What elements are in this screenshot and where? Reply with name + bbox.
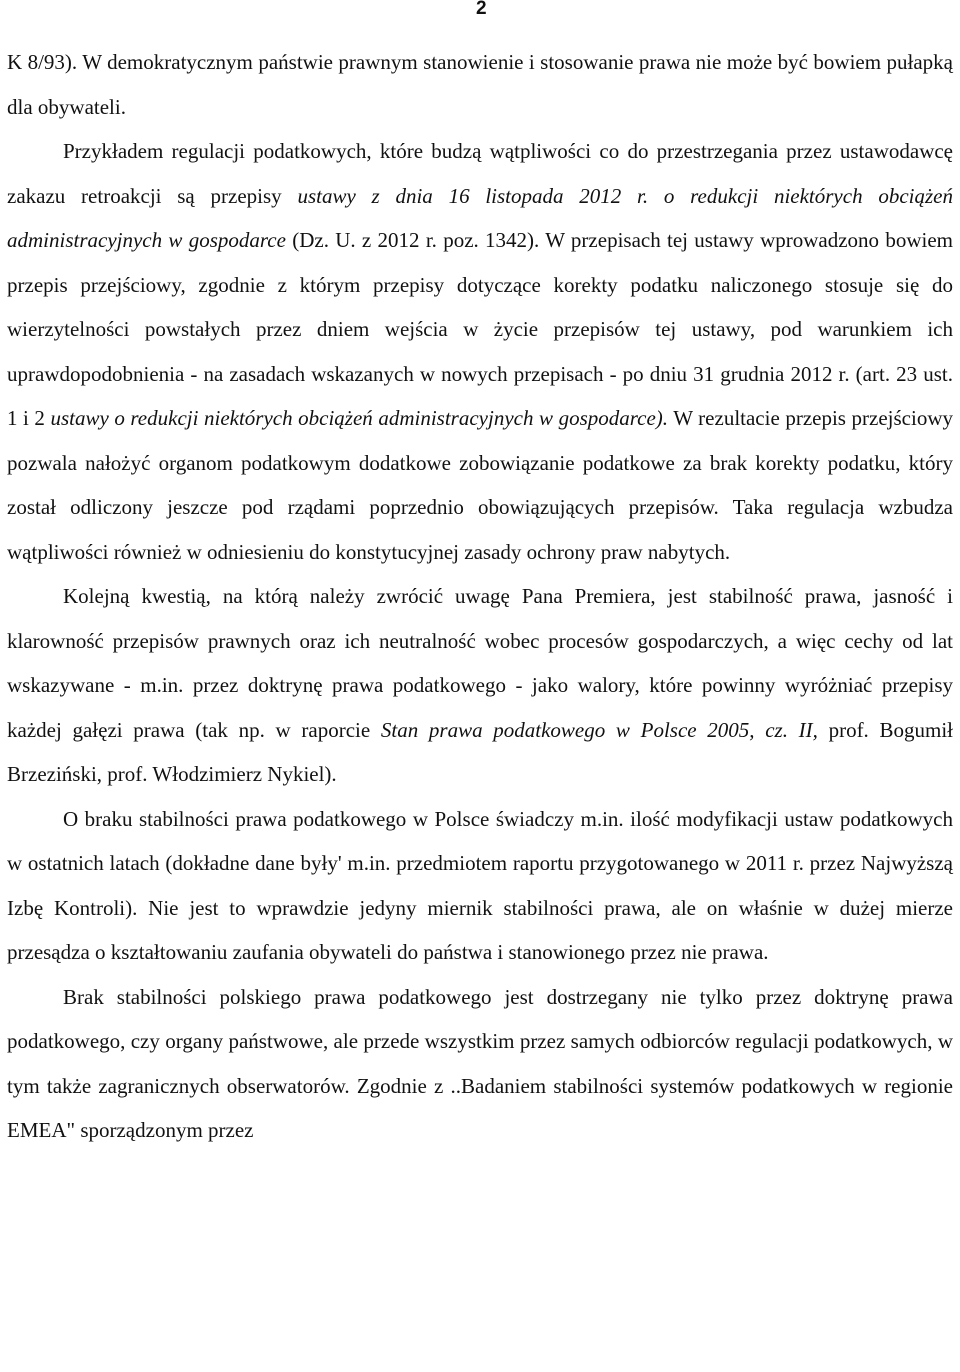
text-segment: Przykładem regulacji podatkowych, które budzą wątpliwości co do przestrzegania przez ustawodawcę zakazu retroakcji są przepisy	[7, 139, 953, 208]
paragraph-4	[7, 797, 953, 975]
act-title: ustawy z dnia 16 listopada 2012 r. o redukcji niektórych obciążeń administracyjnych w gospodarce	[7, 183, 953, 252]
text-segment: (Dz. U. z 2012 r. poz. 1342). W przepisach tej ustawy wprowadzono bowiem przepis przejściowy, zgodnie z którym przepisy dotyczące korekty podatku naliczonego stosuje się do wierzytelności powstałych przez dniem wejścia w życie przepisów tej ustawy, pod warunkiem ich uprawdopodobnienia - na zasadach wskazanych w nowych przepisach - po dniu 31 grudnia 2012 r. (art. 23 ust. 1 i 2	[7, 228, 953, 430]
document-body	[7, 40, 953, 1153]
act-title-short: ustawy o redukcji niektórych obciążeń administracyjnych w gospodarce).	[50, 406, 669, 430]
page-number: 2	[476, 0, 487, 19]
text-segment: prof. Bogumił Brzeziński, prof. Włodzimierz Nykiel).	[7, 717, 954, 786]
paragraph-1	[7, 40, 953, 129]
text-segment: Brak stabilności polskiego prawa podatkowego jest dostrzegany nie tylko przez doktrynę prawa podatkowego, czy organy państwowe, ale przede wszystkim przez samych odbiorców regulacji podatkowych, w tym także zagranicznych obserwatorów. Zgodnie z ..Badaniem stabilności systemów podatkowych w regionie EMEA" sporządzonym przez	[7, 984, 953, 1142]
text-segment: O braku stabilności prawa podatkowego w Polsce świadczy m.in. ilość modyfikacji ustaw podatkowych w ostatnich latach (dokładne dane były' m.in. przedmiotem raportu przygotowanego w 2011 r. przez Najwyższą Izbę Kontroli). Nie jest to wprawdzie jedyny miernik stabilności prawa, ale on właśnie w dużej mierze przesądza o kształtowaniu zaufania obywateli do państwa i stanowionego przez nie prawa.	[7, 806, 953, 964]
text-segment: K 8/93). W demokratycznym państwie prawnym stanowienie i stosowanie prawa nie może być bowiem pułapką dla obywateli.	[7, 50, 953, 119]
paragraph-3	[7, 574, 953, 797]
paragraph-5	[7, 975, 953, 1153]
text-segment: W rezultacie przepis przejściowy pozwala nałożyć organom podatkowym dodatkowe zobowiązanie podatkowe za brak korekty podatku, który został odliczony jeszcze pod rządami poprzednio obowiązujących przepisów. Taka regulacja wzbudza wątpliwości również w odniesieniu do konstytucyjnej zasady ochrony praw nabytych.	[7, 406, 953, 564]
paragraph-2	[7, 129, 953, 574]
text-segment: Kolejną kwestią, na którą należy zwrócić uwagę Pana Premiera, jest stabilność prawa, jasność i klarowność przepisów prawnych oraz ich neutralność wobec procesów gospodarczych, a więc cechy od lat wskazywane - m.in. przez doktrynę prawa podatkowego - jako walory, które powinny wyróżniać przepisy każdej gałęzi prawa (tak np. w raporcie	[7, 584, 953, 742]
report-title: Stan prawa podatkowego w Polsce 2005, cz. II,	[380, 717, 818, 742]
